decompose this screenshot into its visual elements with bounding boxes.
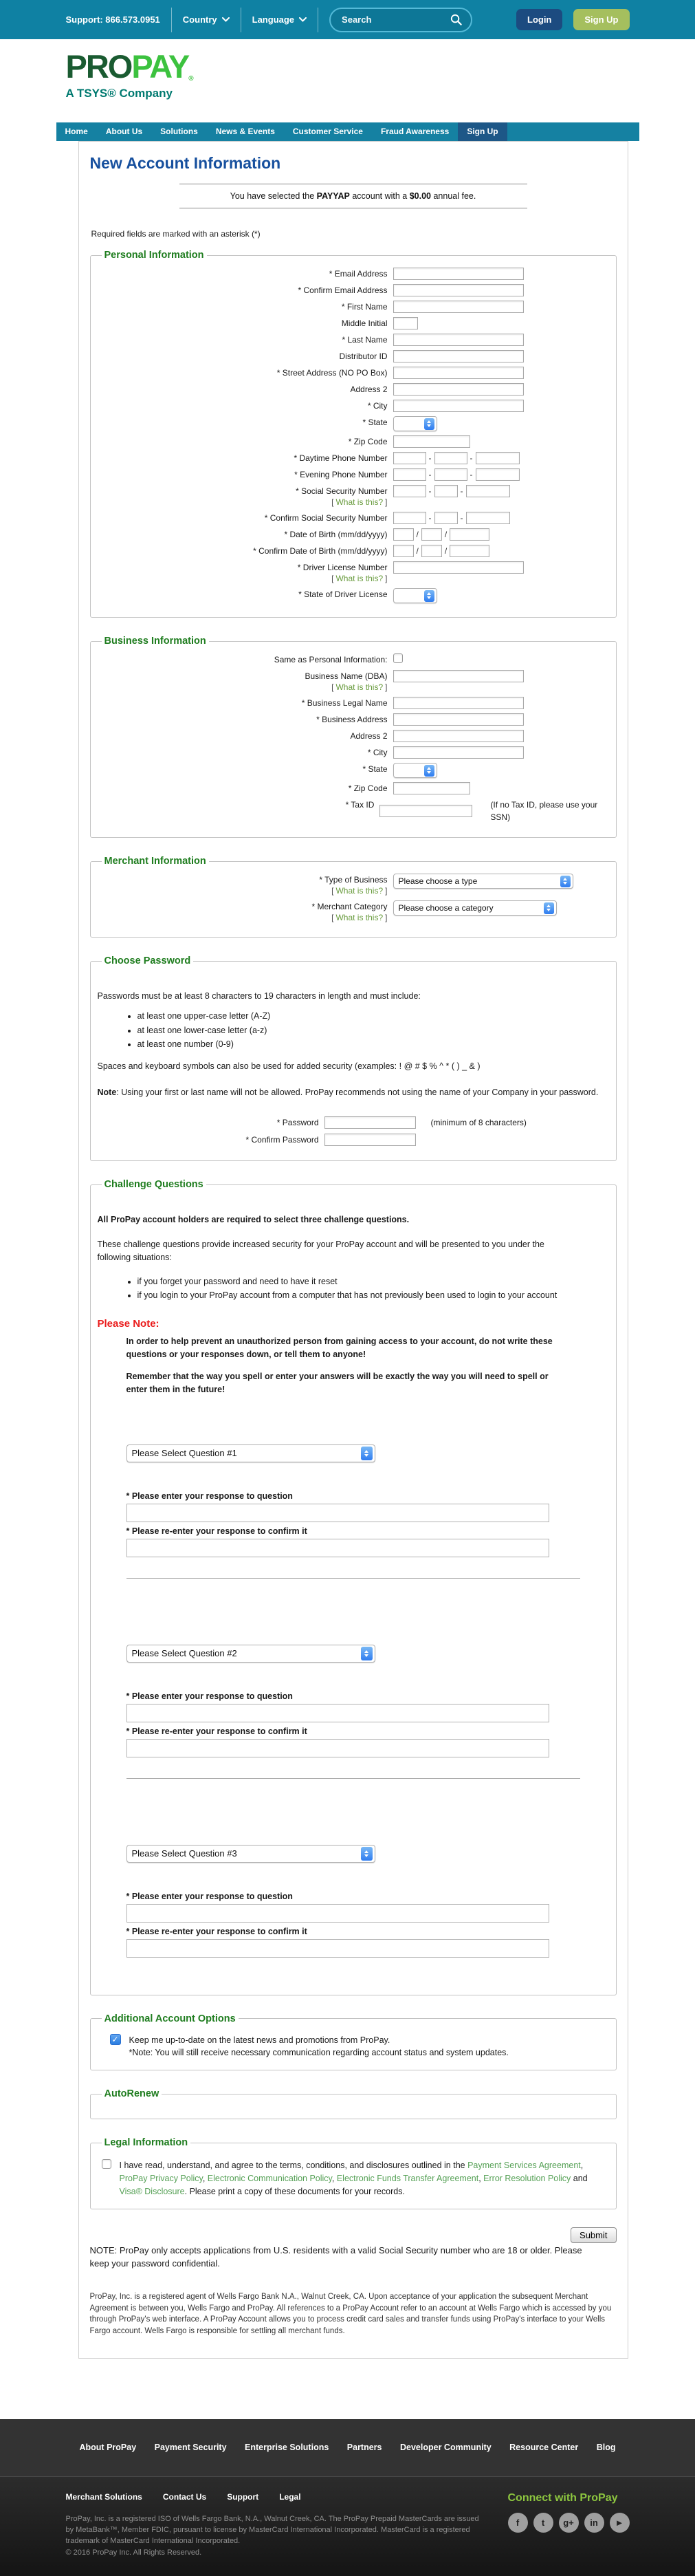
select-spinner-icon <box>424 418 434 430</box>
news-promotions-text <box>129 2034 509 2059</box>
bracket: [ <box>331 574 334 583</box>
dl-state-label: * State of Driver License <box>298 589 388 599</box>
confirm-ssn-part2-input[interactable] <box>434 512 458 524</box>
submit-row <box>89 2227 617 2243</box>
password-min-note: (minimum of 8 characters) <box>430 1118 527 1128</box>
ssn-what-is-this-link[interactable]: What is this? <box>335 497 384 507</box>
question-2-select[interactable] <box>126 1645 375 1663</box>
nav-item-sign-up[interactable]: Sign Up <box>458 122 507 141</box>
visa-disclosure-link[interactable]: Visa® Disclosure <box>119 2186 185 2196</box>
question-2-response-label: * Please enter your response to question <box>126 1691 293 1701</box>
daytime-phone-line-input[interactable] <box>476 452 520 464</box>
confirm-dob-day-input[interactable] <box>421 545 442 557</box>
us-residents-note: NOTE: ProPay only accepts applications from U.S. residents with a valid Social Security number who are 18 or older. Please keep your password confidential. <box>89 2245 582 2269</box>
evening-phone-prefix-input[interactable] <box>434 468 467 481</box>
separator: , <box>478 2173 484 2183</box>
legal-outro: . Please print a copy of these documents for your records. <box>184 2186 405 2196</box>
separator: , <box>202 2173 208 2183</box>
dash-separator: - <box>460 486 463 496</box>
language-label: Language <box>252 14 295 25</box>
ssn-part3-input[interactable] <box>466 485 510 497</box>
notice-text: You have selected the <box>230 191 317 201</box>
footer-primary-band <box>0 2419 695 2476</box>
type-of-business-select[interactable] <box>393 874 573 889</box>
business-address2-label: Address 2 <box>350 731 388 741</box>
merchant-category-select[interactable] <box>393 900 557 916</box>
question-1-response-input[interactable] <box>126 1504 549 1522</box>
daytime-phone-label: * Daytime Phone Number <box>294 453 388 463</box>
personal-information-section <box>90 250 617 618</box>
search-icon[interactable] <box>450 13 463 26</box>
form-card <box>78 141 628 2359</box>
confirm-password-input[interactable] <box>324 1134 416 1146</box>
additional-account-options-section <box>90 2013 617 2070</box>
propay-logo[interactable] <box>66 50 639 83</box>
country-menu[interactable] <box>183 14 230 25</box>
business-city-input[interactable] <box>393 746 524 759</box>
question-3-select-value: Please Select Question #3 <box>131 1848 237 1859</box>
footer-secondary-links <box>66 2492 481 2502</box>
social-icons <box>508 2513 630 2533</box>
evening-phone-line-input[interactable] <box>476 468 520 481</box>
footer-link-contact-us[interactable]: Contact Us <box>162 2491 207 2502</box>
bracket: ] <box>385 682 388 692</box>
dash-separator: - <box>428 513 432 523</box>
legal-agree-checkbox[interactable] <box>102 2159 111 2169</box>
autorenew-section <box>90 2088 617 2119</box>
email-label: * Email Address <box>329 269 388 279</box>
confirm-ssn-part1-input[interactable] <box>393 512 426 524</box>
search-box[interactable] <box>329 8 472 32</box>
same-as-personal-checkbox[interactable] <box>393 653 403 663</box>
select-spinner-icon <box>361 1847 373 1861</box>
separator: and <box>571 2173 588 2183</box>
privacy-policy-link[interactable]: ProPay Privacy Policy <box>119 2173 203 2183</box>
password-name-note <box>98 1086 609 1098</box>
distributor-id-input[interactable] <box>393 350 524 362</box>
type-of-business-what-is-this-link[interactable]: What is this? <box>335 886 384 896</box>
notice-text: annual fee. <box>431 191 476 201</box>
footer-link-legal[interactable]: Legal <box>279 2491 301 2502</box>
confirm-email-input[interactable] <box>393 284 524 296</box>
dob-day-input[interactable] <box>421 528 442 541</box>
main-nav <box>56 122 639 141</box>
ssn-part2-input[interactable] <box>434 485 458 497</box>
ssn-label: * Social Security Number <box>296 486 388 496</box>
bracket: ] <box>385 886 388 896</box>
login-button[interactable]: Login <box>516 9 562 30</box>
footer-link-enterprise-solutions[interactable]: Enterprise Solutions <box>245 2443 329 2453</box>
legal-information-legend: Legal Information <box>104 2137 188 2149</box>
logo-pro-text: PRO <box>65 48 132 85</box>
state-select[interactable] <box>393 416 437 431</box>
challenge-situations-list <box>137 1275 609 1303</box>
business-city-label: * City <box>367 748 388 757</box>
confirm-dob-label: * Confirm Date of Birth (mm/dd/yyyy) <box>253 546 388 556</box>
question-1-confirm-label: * Please re-enter your response to confirm it <box>126 1526 307 1536</box>
question-3-confirm-label: * Please re-enter your response to confirm it <box>126 1926 307 1936</box>
registered-mark: ® <box>188 75 194 83</box>
zip-label: * Zip Code <box>348 437 388 446</box>
taxid-input[interactable] <box>379 805 472 817</box>
challenge-question-blocks <box>126 1444 609 1958</box>
separator: , <box>580 2161 584 2171</box>
challenge-note-1: In order to help prevent an unauthorized person from gaining access to your account, do not write these questions or your responses down, or tell them to anyone! <box>126 1336 553 1359</box>
challenge-situation: • if you login to your ProPay account from a computer that has not previously been used to login to your account <box>137 1288 609 1303</box>
driver-license-what-is-this <box>98 574 388 584</box>
merchant-category-what-is-this <box>98 913 388 923</box>
select-spinner-icon <box>361 1647 373 1660</box>
footer-link-support[interactable]: Support <box>227 2491 259 2502</box>
challenge-questions-section <box>90 1179 617 1995</box>
question-1-select[interactable] <box>126 1444 375 1462</box>
nav-item-fraud-awareness[interactable]: Fraud Awareness <box>380 127 450 136</box>
error-resolution-policy-link[interactable]: Error Resolution Policy <box>483 2173 571 2183</box>
dba-what-is-this <box>98 682 388 693</box>
confirm-ssn-part3-input[interactable] <box>466 512 510 524</box>
address2-input[interactable] <box>393 383 524 396</box>
question-1-response-label: * Please enter your response to question <box>126 1491 293 1501</box>
zip-input[interactable] <box>393 435 470 448</box>
first-name-input[interactable] <box>393 301 524 313</box>
footer-link-partners[interactable]: Partners <box>346 2443 382 2453</box>
dba-input[interactable] <box>393 670 524 682</box>
business-legal-name-input[interactable] <box>393 697 524 709</box>
signup-button[interactable]: Sign Up <box>573 9 629 30</box>
confirm-dob-month-input[interactable] <box>393 545 414 557</box>
footer-copyright: © 2016 ProPay Inc. All Rights Reserved. <box>65 2548 202 2557</box>
address2-label: Address 2 <box>350 385 388 394</box>
question-separator <box>126 1578 580 1579</box>
password-rule: • at least one upper-case letter (A-Z) <box>137 1009 609 1024</box>
business-legal-name-label: * Business Legal Name <box>301 698 388 708</box>
wells-fargo-disclaimer: ProPay, Inc. is a registered agent of Wells Fargo Bank N.A., Walnut Creek, CA. Upon acceptance of your application the subsequent Merchant Agreement is between you, Wells Fargo and ProPay. All references to a ProPay Account refer to an account at Wells Fargo which is accessed by you through ProPay's web interface. A ProPay Account allows you to process credit card sales and transfer funds using ProPay's interface to your Wells Fargo account. Wells Fargo is responsible for settling all merchant funds. <box>89 2293 612 2336</box>
top-utility-bar <box>0 0 695 39</box>
logo-section <box>56 39 639 122</box>
daytime-phone-prefix-input[interactable] <box>434 452 467 464</box>
footer-link-payment-security[interactable]: Payment Security <box>154 2443 227 2453</box>
confirm-password-label: * Confirm Password <box>245 1135 319 1145</box>
slash-separator: / <box>416 530 419 539</box>
state-label: * State <box>362 418 388 427</box>
slash-separator: / <box>416 546 419 556</box>
city-label: * City <box>367 401 388 411</box>
dob-year-input[interactable] <box>450 528 489 541</box>
business-state-select[interactable] <box>393 763 437 778</box>
taxid-note: (If no Tax ID, please use your SSN) <box>490 800 598 822</box>
slash-separator: / <box>444 530 448 539</box>
dba-label: Business Name (DBA) <box>305 671 388 681</box>
question-1-confirm-input[interactable] <box>126 1539 549 1557</box>
last-name-input[interactable] <box>393 334 524 346</box>
news-promotions-line1: Keep me up-to-date on the latest news and promotions from ProPay. <box>129 2035 390 2045</box>
selected-account-notice <box>179 184 527 208</box>
question-3-confirm-input[interactable] <box>126 1939 549 1958</box>
question-separator <box>126 1778 580 1779</box>
email-input[interactable] <box>393 268 524 280</box>
payment-services-agreement-link[interactable]: Payment Services Agreement <box>467 2161 581 2171</box>
type-of-business-select-value: Please choose a type <box>398 876 478 886</box>
required-fields-note: Required fields are marked with an asterisk (*) <box>91 229 261 239</box>
tsys-tagline: A TSYS® Company <box>65 87 173 100</box>
chevron-down-icon <box>299 17 307 22</box>
dob-label: * Date of Birth (mm/dd/yyyy) <box>284 530 388 539</box>
page-title: New Account Information <box>89 154 281 172</box>
evening-phone-area-input[interactable] <box>393 468 426 481</box>
search-input[interactable] <box>342 14 450 25</box>
dash-separator: - <box>428 470 432 479</box>
twitter-icon[interactable]: t <box>533 2513 553 2533</box>
confirm-email-label: * Confirm Email Address <box>298 285 388 295</box>
question-1-select-value: Please Select Question #1 <box>131 1448 237 1459</box>
please-note-title: Please Note: <box>97 1317 159 1330</box>
business-address-label: * Business Address <box>316 715 388 724</box>
footer-legal-text: ProPay, Inc. is a registered ISO of Wells Fargo Bank, N.A., Walnut Creek, CA. The ProPay Prepaid MasterCards are issued by MetaBank™, Member FDIC, pursuant to license by MasterCard International Incorporated. MasterCard is a registered trademark of MasterCard International Incorporated. <box>65 2514 479 2545</box>
first-name-label: * First Name <box>341 302 388 312</box>
password-symbols-note: Spaces and keyboard symbols can also be used for added security (examples: ! @ # $ % ^ * ( ) _ & ) <box>97 1061 481 1071</box>
nav-item-about-us[interactable]: About Us <box>105 127 143 136</box>
distributor-id-label: Distributor ID <box>339 351 388 361</box>
autorenew-legend: AutoRenew <box>104 2088 159 2100</box>
note-label: Note <box>97 1087 117 1098</box>
dash-separator: - <box>428 453 432 463</box>
footer-link-merchant-solutions[interactable]: Merchant Solutions <box>65 2491 142 2502</box>
question-2-select-value: Please Select Question #2 <box>131 1648 237 1659</box>
youtube-icon[interactable]: ► <box>610 2513 630 2533</box>
language-menu[interactable] <box>252 14 307 25</box>
daytime-phone-area-input[interactable] <box>393 452 426 464</box>
select-spinner-icon <box>544 902 554 914</box>
last-name-label: * Last Name <box>342 335 388 345</box>
challenge-situation: • if you forget your password and need to have it reset <box>137 1275 609 1289</box>
question-3-select[interactable] <box>126 1845 375 1863</box>
question-3-response-label: * Please enter your response to question <box>126 1891 293 1901</box>
type-of-business-label: * Type of Business <box>319 875 388 885</box>
facebook-icon[interactable]: f <box>508 2513 528 2533</box>
note-text: : Using your first or last name will not be allowed. ProPay recommends not using the name of your Company in your password. <box>116 1087 599 1098</box>
challenge-note-2: Remember that the way you spell or enter your answers will be exactly the way you will need to spell or enter them in the future! <box>126 1372 549 1395</box>
bracket: [ <box>331 886 334 896</box>
business-zip-input[interactable] <box>393 782 470 794</box>
dash-separator: - <box>470 453 473 463</box>
footer-link-blog[interactable]: Blog <box>596 2443 616 2453</box>
select-spinner-icon <box>361 1447 373 1460</box>
nav-item-solutions[interactable]: Solutions <box>160 127 198 136</box>
dash-separator: - <box>428 486 432 496</box>
bracket: ] <box>385 497 388 507</box>
merchant-category-select-value: Please choose a category <box>398 903 494 913</box>
linkedin-icon[interactable]: in <box>584 2513 604 2533</box>
dash-separator: - <box>470 470 473 479</box>
business-address2-input[interactable] <box>393 730 524 742</box>
connect-with-propay-title: Connect with ProPay <box>507 2491 618 2504</box>
dba-what-is-this-link[interactable]: What is this? <box>335 682 384 692</box>
question-2-response-input[interactable] <box>126 1704 549 1722</box>
dl-state-select[interactable] <box>393 588 437 603</box>
merchant-information-legend: Merchant Information <box>104 856 206 867</box>
page-footer <box>0 2419 695 2576</box>
country-label: Country <box>182 14 217 25</box>
question-2-confirm-label: * Please re-enter your response to confirm it <box>126 1726 307 1736</box>
business-state-label: * State <box>362 764 388 774</box>
password-input[interactable] <box>324 1116 416 1129</box>
legal-intro: I have read, understand, and agree to the terms, conditions, and disclosures outlined in the <box>119 2161 468 2171</box>
question-3-response-input[interactable] <box>126 1904 549 1923</box>
evening-phone-label: * Evening Phone Number <box>294 470 388 479</box>
logo-pay-text: PAY <box>131 48 189 85</box>
driver-license-what-is-this-link[interactable]: What is this? <box>335 574 384 583</box>
choose-password-legend: Choose Password <box>104 955 191 966</box>
dob-month-input[interactable] <box>393 528 414 541</box>
driver-license-input[interactable] <box>393 561 524 574</box>
personal-information-legend: Personal Information <box>104 250 204 261</box>
select-spinner-icon <box>560 876 571 887</box>
merchant-information-section <box>90 856 617 938</box>
bracket: [ <box>331 913 334 922</box>
electronic-funds-transfer-agreement-link[interactable]: Electronic Funds Transfer Agreement <box>336 2173 479 2183</box>
city-input[interactable] <box>393 400 524 412</box>
business-address-input[interactable] <box>393 713 524 726</box>
divider <box>171 8 172 32</box>
select-spinner-icon <box>424 765 434 777</box>
business-zip-label: * Zip Code <box>348 783 388 793</box>
submit-button[interactable]: Submit <box>571 2227 616 2243</box>
notice-account-name: PAYYAP <box>316 191 350 201</box>
challenge-questions-legend: Challenge Questions <box>104 1179 203 1191</box>
nav-item-home[interactable]: Home <box>65 127 88 136</box>
legal-agreement-text <box>120 2159 601 2198</box>
notice-fee: $0.00 <box>409 191 431 201</box>
news-promotions-checkbox[interactable] <box>110 2034 121 2045</box>
type-of-business-what-is-this <box>98 886 388 896</box>
additional-account-options-legend: Additional Account Options <box>104 2013 236 2024</box>
challenge-intro: These challenge questions provide increased security for your ProPay account and will be presented to you under the following situations: <box>97 1240 544 1262</box>
nav-item-news-events[interactable]: News & Events <box>215 127 275 136</box>
challenge-intro-bold: All ProPay account holders are required to select three challenge questions. <box>97 1215 410 1225</box>
business-information-section <box>90 636 617 838</box>
news-promotions-line2: *Note: You will still receive necessary communication regarding account status and system updates. <box>129 2048 509 2057</box>
bracket: ] <box>385 574 388 583</box>
confirm-ssn-label: * Confirm Social Security Number <box>264 513 388 523</box>
password-rule: • at least one lower-case letter (a-z) <box>137 1024 609 1038</box>
question-block-2 <box>126 1645 609 1757</box>
support-phone: Support: 866.573.0951 <box>65 14 160 25</box>
question-block-1 <box>126 1444 609 1557</box>
bracket: ] <box>385 913 388 922</box>
merchant-category-label: * Merchant Category <box>311 902 388 911</box>
same-as-personal-label: Same as Personal Information: <box>274 655 388 664</box>
driver-license-label: * Driver License Number <box>297 563 388 572</box>
select-spinner-icon <box>424 590 434 602</box>
chevron-down-icon <box>222 17 230 22</box>
password-rules-list <box>137 1009 609 1052</box>
legal-information-section <box>90 2137 617 2209</box>
ssn-what-is-this <box>98 497 388 508</box>
separator: , <box>331 2173 337 2183</box>
question-block-3 <box>126 1845 609 1958</box>
street-address-input[interactable] <box>393 367 524 379</box>
nav-item-customer-service[interactable]: Customer Service <box>292 127 363 136</box>
merchant-category-what-is-this-link[interactable]: What is this? <box>335 913 384 922</box>
slash-separator: / <box>444 546 448 556</box>
taxid-label: * Tax ID <box>345 800 375 810</box>
password-rule: • at least one number (0-9) <box>137 1037 609 1052</box>
google-plus-icon[interactable]: g+ <box>559 2513 579 2533</box>
street-address-label: * Street Address (NO PO Box) <box>276 368 388 378</box>
password-rules-intro: Passwords must be at least 8 characters to 19 characters in length and must include: <box>97 991 421 1001</box>
footer-link-resource-center[interactable]: Resource Center <box>509 2443 579 2453</box>
middle-initial-input[interactable] <box>393 317 418 329</box>
password-label: * Password <box>276 1118 319 1128</box>
bracket: [ <box>331 682 334 692</box>
choose-password-section <box>90 955 617 1161</box>
footer-secondary-band <box>0 2476 695 2576</box>
confirm-dob-year-input[interactable] <box>450 545 489 557</box>
bracket: [ <box>331 497 334 507</box>
question-2-confirm-input[interactable] <box>126 1739 549 1757</box>
dash-separator: - <box>460 513 463 523</box>
electronic-communication-policy-link[interactable]: Electronic Communication Policy <box>207 2173 332 2183</box>
footer-link-about-propay[interactable]: About ProPay <box>79 2443 137 2453</box>
footer-link-developer-community[interactable]: Developer Community <box>400 2443 492 2453</box>
notice-text: account with a <box>349 191 410 201</box>
middle-initial-label: Middle Initial <box>341 318 388 328</box>
business-information-legend: Business Information <box>104 636 206 647</box>
ssn-part1-input[interactable] <box>393 485 426 497</box>
